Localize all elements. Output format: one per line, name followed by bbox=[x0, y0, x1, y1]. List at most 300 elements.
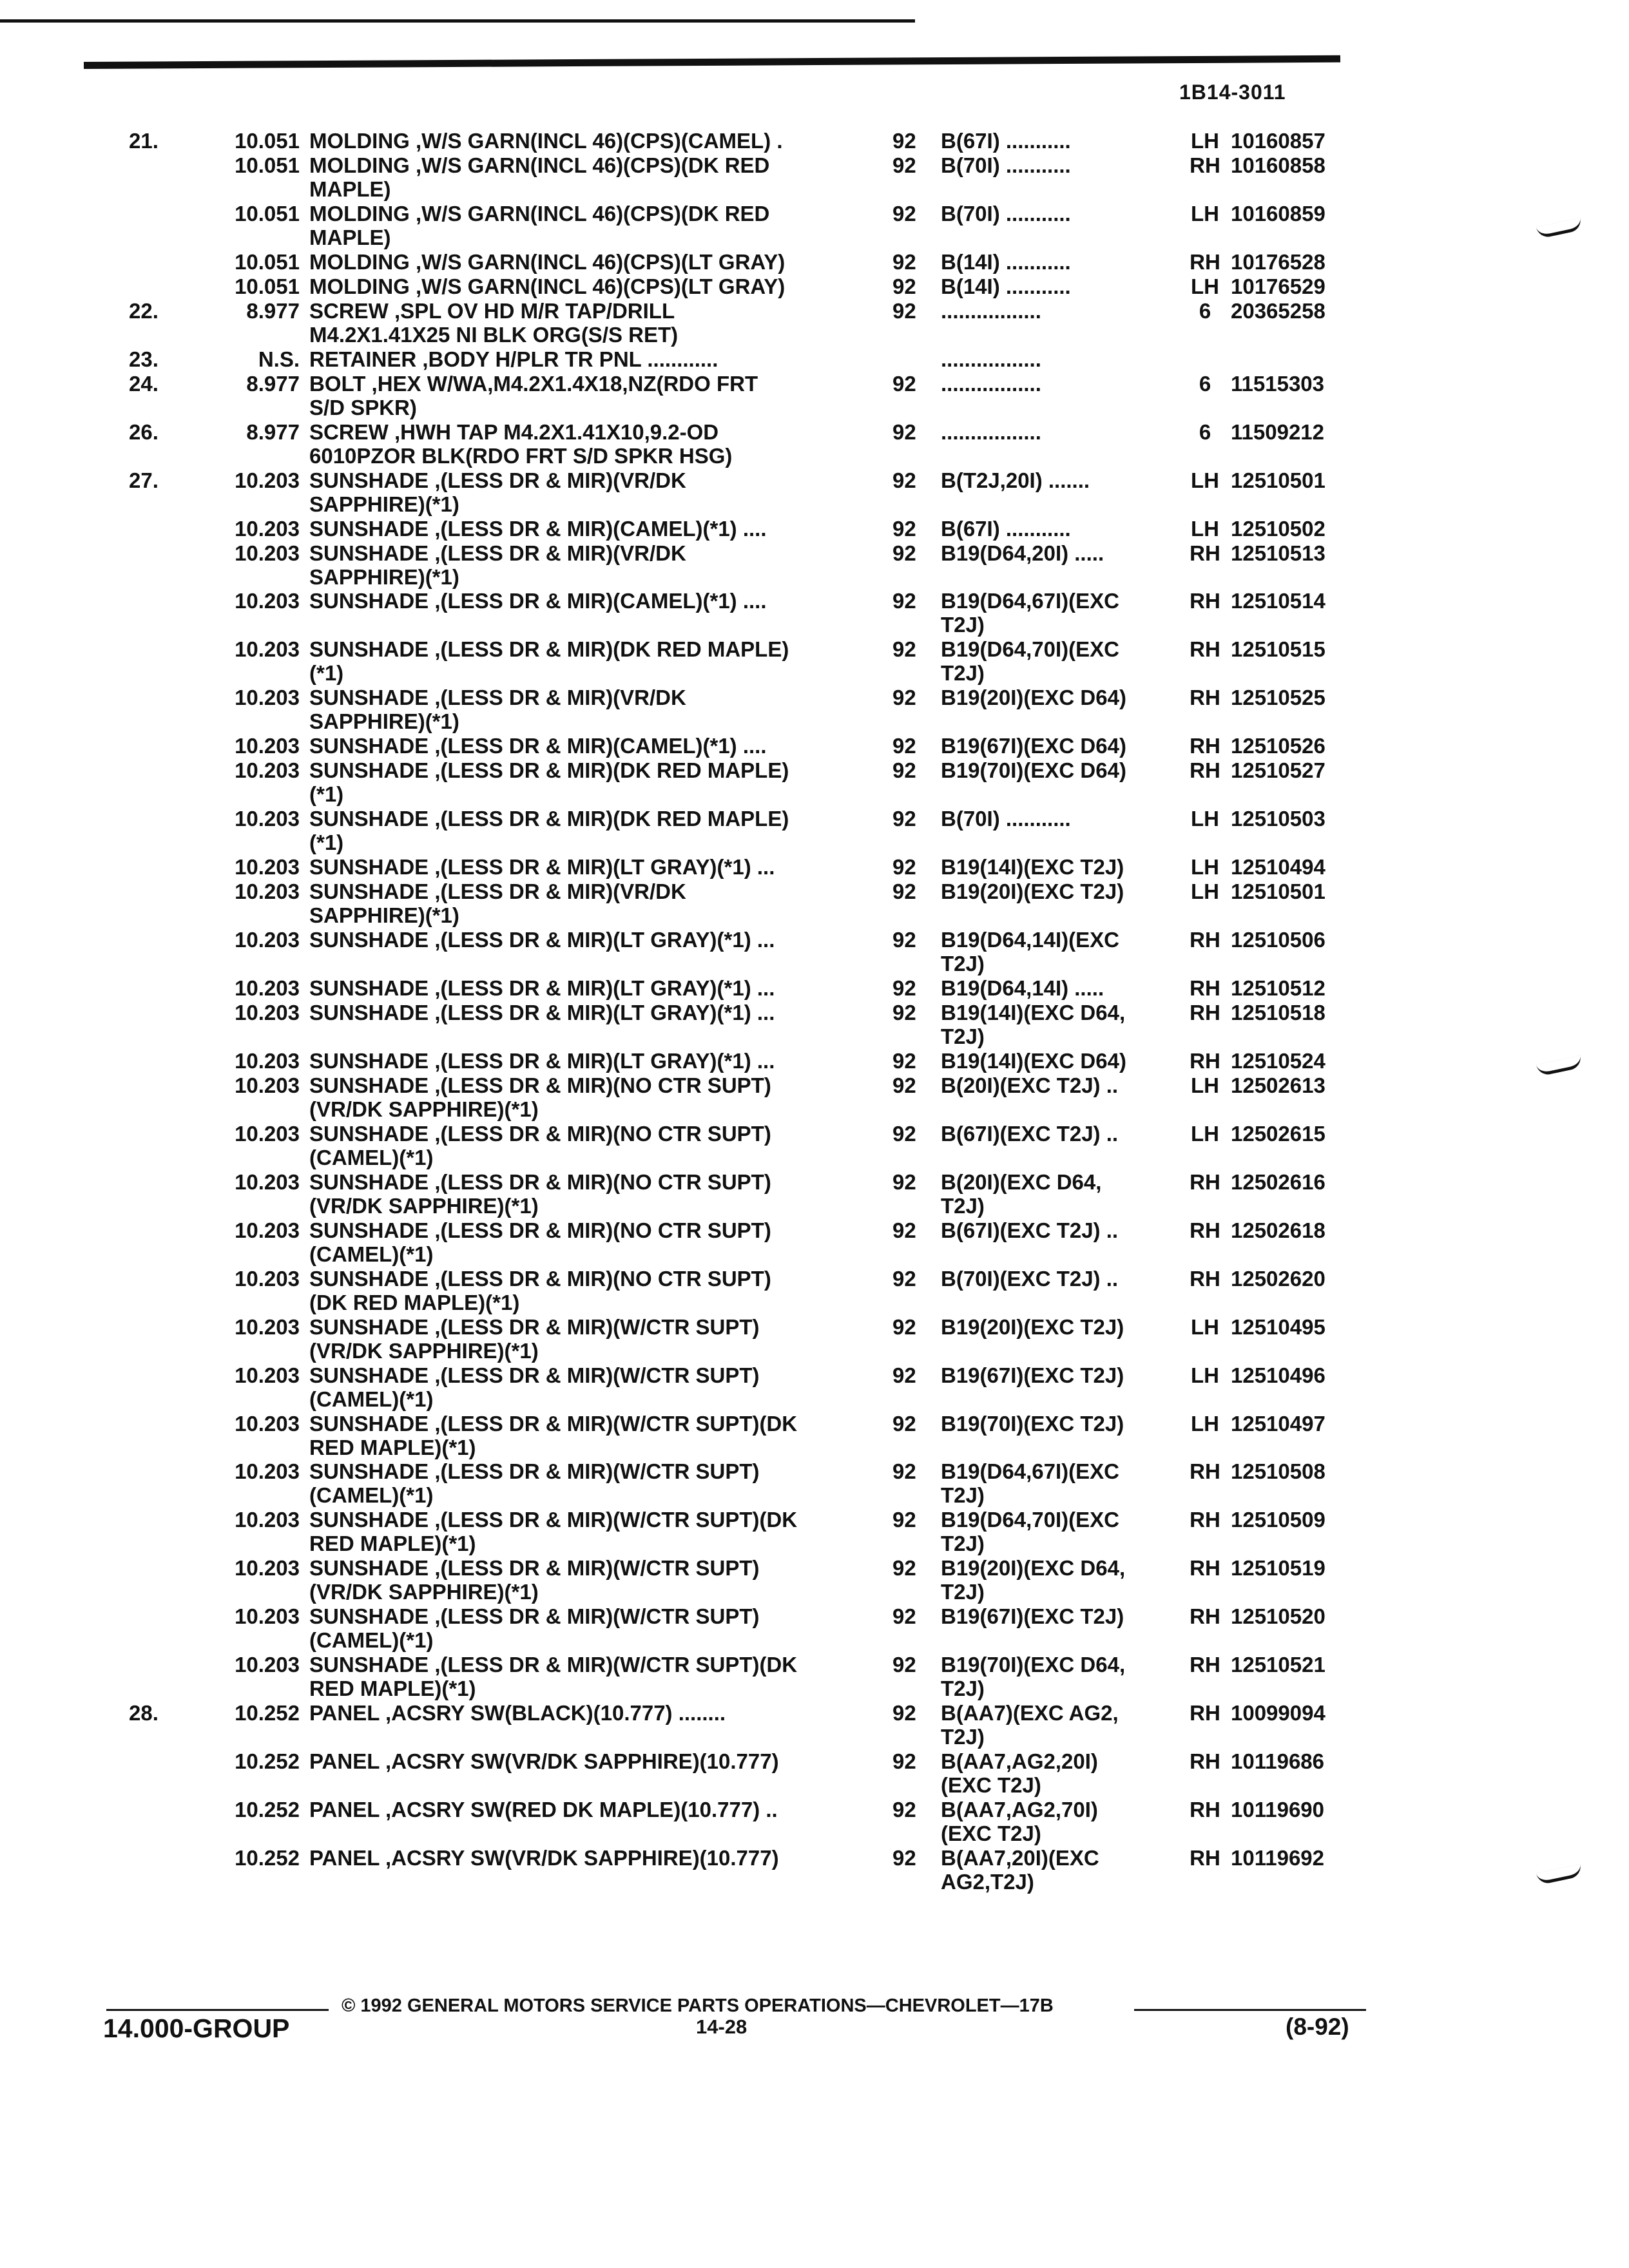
ref-number: 28. bbox=[129, 1701, 159, 1725]
model-year: 92 bbox=[892, 517, 916, 541]
model-line: B(AA7)(EXC AG2, bbox=[941, 1701, 1119, 1725]
model-year: 92 bbox=[892, 468, 916, 492]
model-year: 92 bbox=[892, 758, 916, 782]
side-or-qty: RH bbox=[1190, 758, 1220, 782]
model-line: B19(70I)(EXC D64, bbox=[941, 1653, 1126, 1677]
description-line: PANEL ,ACSRY SW(VR/DK SAPPHIRE)(10.777) bbox=[309, 1846, 779, 1870]
table-row bbox=[0, 517, 1629, 541]
table-row bbox=[0, 1604, 1629, 1652]
description-line: SUNSHADE ,(LESS DR & MIR)(VR/DK bbox=[309, 879, 686, 903]
side-or-qty: RH bbox=[1190, 928, 1220, 952]
model-year: 92 bbox=[892, 1001, 916, 1024]
part-description bbox=[309, 1001, 870, 1024]
description-line: SUNSHADE ,(LESS DR & MIR)(NO CTR SUPT) bbox=[309, 1073, 771, 1097]
part-description bbox=[309, 250, 870, 274]
part-number: 12510520 bbox=[1231, 1604, 1325, 1628]
model-line: T2J) bbox=[941, 613, 985, 637]
part-number: 12510524 bbox=[1231, 1049, 1325, 1073]
model-usage bbox=[941, 202, 1179, 226]
side-or-qty: LH bbox=[1191, 1122, 1219, 1146]
model-line: T2J) bbox=[941, 1725, 985, 1749]
side-or-qty: LH bbox=[1191, 855, 1219, 879]
model-line: ................. bbox=[941, 372, 1041, 396]
model-usage bbox=[941, 1798, 1179, 1845]
part-description bbox=[309, 153, 870, 201]
description-line: SUNSHADE ,(LESS DR & MIR)(NO CTR SUPT) bbox=[309, 1122, 771, 1146]
description-line: SUNSHADE ,(LESS DR & MIR)(NO CTR SUPT) bbox=[309, 1267, 771, 1291]
part-number: 10160858 bbox=[1231, 153, 1325, 177]
description-line: S/D SPKR) bbox=[309, 396, 417, 419]
side-or-qty: RH bbox=[1190, 1508, 1220, 1532]
description-line: SUNSHADE ,(LESS DR & MIR)(LT GRAY)(*1) ... bbox=[309, 928, 775, 952]
model-usage bbox=[941, 589, 1179, 637]
model-line: B(70I)(EXC T2J) .. bbox=[941, 1267, 1119, 1291]
model-year: 92 bbox=[892, 1218, 916, 1242]
part-description bbox=[309, 1122, 870, 1169]
side-or-qty: 6 bbox=[1199, 420, 1211, 444]
description-line: (CAMEL)(*1) bbox=[309, 1628, 434, 1652]
description-line: SUNSHADE ,(LESS DR & MIR)(NO CTR SUPT) bbox=[309, 1218, 771, 1242]
model-usage bbox=[941, 1363, 1179, 1387]
model-year: 92 bbox=[892, 1412, 916, 1436]
table-row bbox=[0, 1508, 1629, 1555]
table-row bbox=[0, 589, 1629, 637]
table-row bbox=[0, 1049, 1629, 1073]
table-row bbox=[0, 1556, 1629, 1604]
side-or-qty: 6 bbox=[1199, 299, 1211, 323]
model-line: B19(20I)(EXC T2J) bbox=[941, 879, 1124, 903]
model-line: B(67I)(EXC T2J) .. bbox=[941, 1122, 1119, 1146]
part-number: 10119692 bbox=[1231, 1846, 1325, 1870]
description-line: SUNSHADE ,(LESS DR & MIR)(LT GRAY)(*1) ... bbox=[309, 976, 775, 1000]
side-or-qty: RH bbox=[1190, 153, 1220, 177]
group-number: 10.203 bbox=[235, 1049, 300, 1073]
table-row bbox=[0, 202, 1629, 249]
model-line: B(67I) ........... bbox=[941, 517, 1071, 541]
model-usage bbox=[941, 1459, 1179, 1507]
side-or-qty: RH bbox=[1190, 1701, 1220, 1725]
description-line: SUNSHADE ,(LESS DR & MIR)(W/CTR SUPT)(DK bbox=[309, 1508, 798, 1532]
model-year: 92 bbox=[892, 274, 916, 298]
description-line: SUNSHADE ,(LESS DR & MIR)(VR/DK bbox=[309, 541, 686, 565]
model-line: B19(D64,14I)(EXC bbox=[941, 928, 1119, 952]
table-row bbox=[0, 1170, 1629, 1218]
ref-number: 27. bbox=[129, 468, 159, 492]
part-description bbox=[309, 541, 870, 589]
part-description bbox=[309, 1604, 870, 1652]
group-number: 10.203 bbox=[235, 976, 300, 1000]
part-description bbox=[309, 1073, 870, 1121]
model-line: B19(14I)(EXC D64) bbox=[941, 1049, 1126, 1073]
model-line: B(70I) ........... bbox=[941, 807, 1071, 831]
part-description bbox=[309, 1218, 870, 1266]
model-line: B(67I)(EXC T2J) .. bbox=[941, 1218, 1119, 1242]
model-year: 92 bbox=[892, 734, 916, 758]
part-number: 12510513 bbox=[1231, 541, 1325, 565]
model-usage bbox=[941, 468, 1179, 492]
model-year: 92 bbox=[892, 420, 916, 444]
model-line: (EXC T2J) bbox=[941, 1773, 1041, 1797]
model-usage bbox=[941, 1604, 1179, 1628]
model-line: B19(D64,70I)(EXC bbox=[941, 1508, 1119, 1532]
model-year: 92 bbox=[892, 637, 916, 661]
group-number: 8.977 bbox=[246, 372, 300, 396]
model-line: AG2,T2J) bbox=[941, 1870, 1034, 1894]
side-or-qty: LH bbox=[1191, 468, 1219, 492]
description-line: SUNSHADE ,(LESS DR & MIR)(LT GRAY)(*1) ... bbox=[309, 1001, 775, 1024]
part-number: 12502616 bbox=[1231, 1170, 1325, 1194]
side-or-qty: RH bbox=[1190, 976, 1220, 1000]
group-number: 10.203 bbox=[235, 758, 300, 782]
part-description bbox=[309, 637, 870, 685]
model-usage bbox=[941, 1412, 1179, 1436]
description-line: MOLDING ,W/S GARN(INCL 46)(CPS)(DK RED bbox=[309, 202, 770, 226]
description-line: PANEL ,ACSRY SW(BLACK)(10.777) ........ bbox=[309, 1701, 726, 1725]
model-line: ................. bbox=[941, 420, 1041, 444]
description-line: PANEL ,ACSRY SW(RED DK MAPLE)(10.777) .. bbox=[309, 1798, 778, 1821]
part-description bbox=[309, 1363, 870, 1411]
description-line: (VR/DK SAPPHIRE)(*1) bbox=[309, 1194, 539, 1218]
footer-date: (8-92) bbox=[1286, 2013, 1349, 2040]
model-usage bbox=[941, 347, 1179, 371]
model-usage bbox=[941, 420, 1179, 444]
group-number: 10.203 bbox=[235, 855, 300, 879]
model-usage bbox=[941, 1749, 1179, 1797]
table-row bbox=[0, 1459, 1629, 1507]
part-number: 12510527 bbox=[1231, 758, 1325, 782]
model-usage bbox=[941, 299, 1179, 323]
side-or-qty: LH bbox=[1191, 1412, 1219, 1436]
table-row bbox=[0, 541, 1629, 589]
model-line: B(T2J,20I) ....... bbox=[941, 468, 1090, 492]
description-line: SUNSHADE ,(LESS DR & MIR)(W/CTR SUPT)(DK bbox=[309, 1412, 798, 1436]
model-line: T2J) bbox=[941, 1677, 985, 1700]
model-year: 92 bbox=[892, 1267, 916, 1291]
model-year: 92 bbox=[892, 1122, 916, 1146]
part-description bbox=[309, 758, 870, 806]
description-line: MAPLE) bbox=[309, 226, 391, 249]
part-number: 12510502 bbox=[1231, 517, 1325, 541]
part-number: 12510506 bbox=[1231, 928, 1325, 952]
description-line: SAPPHIRE)(*1) bbox=[309, 492, 459, 516]
group-number: 10.203 bbox=[235, 517, 300, 541]
model-year: 92 bbox=[892, 1653, 916, 1677]
part-description bbox=[309, 468, 870, 516]
model-line: B19(20I)(EXC T2J) bbox=[941, 1315, 1124, 1339]
model-line: B19(D64,20I) ..... bbox=[941, 541, 1104, 565]
part-description bbox=[309, 1653, 870, 1700]
model-line: B(AA7,AG2,70I) bbox=[941, 1798, 1098, 1821]
table-row bbox=[0, 637, 1629, 685]
description-line: (CAMEL)(*1) bbox=[309, 1146, 434, 1169]
side-or-qty: RH bbox=[1190, 734, 1220, 758]
model-year: 92 bbox=[892, 1556, 916, 1580]
side-or-qty: RH bbox=[1190, 1459, 1220, 1483]
model-year: 92 bbox=[892, 1315, 916, 1339]
model-line: T2J) bbox=[941, 1580, 985, 1604]
model-line: B(70I) ........... bbox=[941, 153, 1071, 177]
side-or-qty: LH bbox=[1191, 879, 1219, 903]
model-usage bbox=[941, 976, 1179, 1000]
side-or-qty: 6 bbox=[1199, 372, 1211, 396]
model-year: 92 bbox=[892, 1459, 916, 1483]
group-number: 10.203 bbox=[235, 1412, 300, 1436]
group-number: 10.203 bbox=[235, 1170, 300, 1194]
model-line: B19(67I)(EXC T2J) bbox=[941, 1363, 1124, 1387]
description-line: (VR/DK SAPPHIRE)(*1) bbox=[309, 1580, 539, 1604]
part-description bbox=[309, 347, 870, 371]
model-line: B(20I)(EXC D64, bbox=[941, 1170, 1102, 1194]
description-line: MOLDING ,W/S GARN(INCL 46)(CPS)(DK RED bbox=[309, 153, 770, 177]
table-row bbox=[0, 928, 1629, 975]
description-line: (CAMEL)(*1) bbox=[309, 1242, 434, 1266]
part-description bbox=[309, 686, 870, 733]
part-description bbox=[309, 1749, 870, 1773]
description-line: SUNSHADE ,(LESS DR & MIR)(W/CTR SUPT) bbox=[309, 1556, 760, 1580]
part-description bbox=[309, 1556, 870, 1604]
side-or-qty: RH bbox=[1190, 1749, 1220, 1773]
model-year: 92 bbox=[892, 299, 916, 323]
model-line: B19(14I)(EXC D64, bbox=[941, 1001, 1126, 1024]
description-line: (VR/DK SAPPHIRE)(*1) bbox=[309, 1339, 539, 1363]
description-line: SUNSHADE ,(LESS DR & MIR)(DK RED MAPLE) bbox=[309, 807, 789, 831]
part-number: 12510525 bbox=[1231, 686, 1325, 709]
part-number: 12510519 bbox=[1231, 1556, 1325, 1580]
description-line: PANEL ,ACSRY SW(VR/DK SAPPHIRE)(10.777) bbox=[309, 1749, 779, 1773]
table-row bbox=[0, 1001, 1629, 1048]
description-line: SUNSHADE ,(LESS DR & MIR)(W/CTR SUPT) bbox=[309, 1459, 760, 1483]
part-number: 10160859 bbox=[1231, 202, 1325, 226]
footer-copyright: © 1992 GENERAL MOTORS SERVICE PARTS OPERATIONS—CHEVROLET—17B bbox=[342, 1995, 1054, 2016]
description-line: 6010PZOR BLK(RDO FRT S/D SPKR HSG) bbox=[309, 444, 733, 468]
model-line: B(14I) ........... bbox=[941, 274, 1071, 298]
description-line: SUNSHADE ,(LESS DR & MIR)(W/CTR SUPT) bbox=[309, 1604, 760, 1628]
model-year: 92 bbox=[892, 686, 916, 709]
model-line: T2J) bbox=[941, 1194, 985, 1218]
table-row bbox=[0, 468, 1629, 516]
group-number: 10.203 bbox=[235, 1653, 300, 1677]
model-line: B19(D64,67I)(EXC bbox=[941, 589, 1119, 613]
description-line: MOLDING ,W/S GARN(INCL 46)(CPS)(LT GRAY) bbox=[309, 274, 786, 298]
part-number: 11509212 bbox=[1231, 420, 1325, 444]
side-or-qty: RH bbox=[1190, 1049, 1220, 1073]
footer-rule-left bbox=[106, 2009, 329, 2011]
model-usage bbox=[941, 1049, 1179, 1073]
part-description bbox=[309, 807, 870, 854]
table-row bbox=[0, 686, 1629, 733]
ref-number: 26. bbox=[129, 420, 159, 444]
group-number: 10.203 bbox=[235, 928, 300, 952]
part-number: 12502620 bbox=[1231, 1267, 1325, 1291]
table-row bbox=[0, 1218, 1629, 1266]
side-or-qty: LH bbox=[1191, 202, 1219, 226]
model-usage bbox=[941, 1701, 1179, 1749]
table-row bbox=[0, 129, 1629, 153]
group-number: 10.051 bbox=[235, 274, 300, 298]
group-number: 8.977 bbox=[246, 420, 300, 444]
model-year: 92 bbox=[892, 1363, 916, 1387]
part-description bbox=[309, 1049, 870, 1073]
group-number: 10.203 bbox=[235, 1001, 300, 1024]
side-or-qty: RH bbox=[1190, 589, 1220, 613]
model-line: B(AA7,20I)(EXC bbox=[941, 1846, 1099, 1870]
description-line: (*1) bbox=[309, 831, 344, 854]
group-number: 10.252 bbox=[235, 1701, 300, 1725]
model-usage bbox=[941, 686, 1179, 709]
table-row bbox=[0, 1315, 1629, 1363]
part-description bbox=[309, 202, 870, 249]
model-usage bbox=[941, 855, 1179, 879]
model-usage bbox=[941, 1073, 1179, 1097]
side-or-qty: RH bbox=[1190, 250, 1220, 274]
side-or-qty: LH bbox=[1191, 517, 1219, 541]
group-number: 10.252 bbox=[235, 1798, 300, 1821]
table-row bbox=[0, 1798, 1629, 1845]
side-or-qty: LH bbox=[1191, 1315, 1219, 1339]
part-number: 12502618 bbox=[1231, 1218, 1325, 1242]
part-description bbox=[309, 879, 870, 927]
part-description bbox=[309, 1508, 870, 1555]
table-row bbox=[0, 274, 1629, 298]
model-year: 92 bbox=[892, 1508, 916, 1532]
description-line: RETAINER ,BODY H/PLR TR PNL ............ bbox=[309, 347, 718, 371]
model-year: 92 bbox=[892, 1049, 916, 1073]
part-description bbox=[309, 855, 870, 879]
part-number: 12510514 bbox=[1231, 589, 1325, 613]
side-or-qty: RH bbox=[1190, 1556, 1220, 1580]
table-row bbox=[0, 807, 1629, 854]
model-line: B19(D64,67I)(EXC bbox=[941, 1459, 1119, 1483]
group-number: 10.252 bbox=[235, 1749, 300, 1773]
part-number: 20365258 bbox=[1231, 299, 1325, 323]
group-number: 10.203 bbox=[235, 879, 300, 903]
model-year: 92 bbox=[892, 976, 916, 1000]
ref-number: 21. bbox=[129, 129, 159, 153]
description-line: MAPLE) bbox=[309, 177, 391, 201]
part-description bbox=[309, 299, 870, 347]
part-number: 12510501 bbox=[1231, 879, 1325, 903]
model-year: 92 bbox=[892, 372, 916, 396]
side-or-qty: RH bbox=[1190, 686, 1220, 709]
footer-group: 14.000-GROUP bbox=[103, 2013, 290, 2043]
model-usage bbox=[941, 1218, 1179, 1242]
model-line: B19(D64,14I) ..... bbox=[941, 976, 1104, 1000]
model-line: B19(70I)(EXC T2J) bbox=[941, 1412, 1124, 1436]
model-usage bbox=[941, 807, 1179, 831]
table-row bbox=[0, 758, 1629, 806]
description-line: SUNSHADE ,(LESS DR & MIR)(DK RED MAPLE) bbox=[309, 637, 789, 661]
side-or-qty: LH bbox=[1191, 1073, 1219, 1097]
model-usage bbox=[941, 250, 1179, 274]
top-rule bbox=[0, 19, 915, 23]
description-line: SUNSHADE ,(LESS DR & MIR)(LT GRAY)(*1) ... bbox=[309, 855, 775, 879]
description-line: MOLDING ,W/S GARN(INCL 46)(CPS)(LT GRAY) bbox=[309, 250, 786, 274]
model-line: T2J) bbox=[941, 952, 985, 975]
model-year: 92 bbox=[892, 541, 916, 565]
group-number: 10.203 bbox=[235, 468, 300, 492]
part-description bbox=[309, 1267, 870, 1314]
part-number: 12502615 bbox=[1231, 1122, 1325, 1146]
table-row bbox=[0, 734, 1629, 758]
side-or-qty: RH bbox=[1190, 1846, 1220, 1870]
table-row bbox=[0, 153, 1629, 201]
group-number: 10.252 bbox=[235, 1846, 300, 1870]
description-line: SUNSHADE ,(LESS DR & MIR)(VR/DK bbox=[309, 468, 686, 492]
part-number: 10176529 bbox=[1231, 274, 1325, 298]
description-line: RED MAPLE)(*1) bbox=[309, 1436, 476, 1459]
model-year: 92 bbox=[892, 1701, 916, 1725]
model-usage bbox=[941, 1508, 1179, 1555]
model-usage bbox=[941, 879, 1179, 903]
model-year: 92 bbox=[892, 153, 916, 177]
part-number: 12510518 bbox=[1231, 1001, 1325, 1024]
model-year: 92 bbox=[892, 1846, 916, 1870]
part-description bbox=[309, 1701, 870, 1725]
table-row bbox=[0, 1749, 1629, 1797]
model-usage bbox=[941, 758, 1179, 782]
description-line: (DK RED MAPLE)(*1) bbox=[309, 1291, 520, 1314]
model-line: B(AA7,AG2,20I) bbox=[941, 1749, 1098, 1773]
group-number: 10.203 bbox=[235, 1315, 300, 1339]
model-line: B19(67I)(EXC T2J) bbox=[941, 1604, 1124, 1628]
description-line: SAPPHIRE)(*1) bbox=[309, 565, 459, 589]
model-usage bbox=[941, 734, 1179, 758]
group-number: N.S. bbox=[258, 347, 300, 371]
part-number: 12510497 bbox=[1231, 1412, 1325, 1436]
model-usage bbox=[941, 153, 1179, 177]
part-number: 12510496 bbox=[1231, 1363, 1325, 1387]
model-line: B19(14I)(EXC T2J) bbox=[941, 855, 1124, 879]
model-usage bbox=[941, 928, 1179, 975]
description-line: SUNSHADE ,(LESS DR & MIR)(VR/DK bbox=[309, 686, 686, 709]
model-line: T2J) bbox=[941, 1532, 985, 1555]
model-year: 92 bbox=[892, 250, 916, 274]
side-or-qty: LH bbox=[1191, 807, 1219, 831]
side-or-qty: RH bbox=[1190, 1001, 1220, 1024]
table-row bbox=[0, 1363, 1629, 1411]
description-line: SUNSHADE ,(LESS DR & MIR)(W/CTR SUPT) bbox=[309, 1363, 760, 1387]
model-year: 92 bbox=[892, 855, 916, 879]
model-usage bbox=[941, 274, 1179, 298]
part-number: 10099094 bbox=[1231, 1701, 1325, 1725]
footer-rule-right bbox=[1134, 2009, 1366, 2011]
side-or-qty: RH bbox=[1190, 1267, 1220, 1291]
group-number: 10.203 bbox=[235, 589, 300, 613]
table-row bbox=[0, 855, 1629, 879]
model-year: 92 bbox=[892, 807, 916, 831]
group-number: 10.203 bbox=[235, 1604, 300, 1628]
model-usage bbox=[941, 1267, 1179, 1291]
model-year: 92 bbox=[892, 928, 916, 952]
group-number: 10.203 bbox=[235, 1122, 300, 1146]
part-description bbox=[309, 1798, 870, 1821]
description-line: SUNSHADE ,(LESS DR & MIR)(LT GRAY)(*1) ... bbox=[309, 1049, 775, 1073]
model-line: ................. bbox=[941, 299, 1041, 323]
description-line: (VR/DK SAPPHIRE)(*1) bbox=[309, 1097, 539, 1121]
description-line: (*1) bbox=[309, 782, 344, 806]
part-description bbox=[309, 1412, 870, 1459]
side-or-qty: RH bbox=[1190, 637, 1220, 661]
side-or-qty: RH bbox=[1190, 541, 1220, 565]
model-year: 92 bbox=[892, 1604, 916, 1628]
table-row bbox=[0, 347, 1629, 371]
part-number: 12510501 bbox=[1231, 468, 1325, 492]
description-line: M4.2X1.41X25 NI BLK ORG(S/S RET) bbox=[309, 323, 679, 347]
model-year: 92 bbox=[892, 202, 916, 226]
part-number: 12510512 bbox=[1231, 976, 1325, 1000]
part-number: 12510503 bbox=[1231, 807, 1325, 831]
part-number: 10119686 bbox=[1231, 1749, 1325, 1773]
